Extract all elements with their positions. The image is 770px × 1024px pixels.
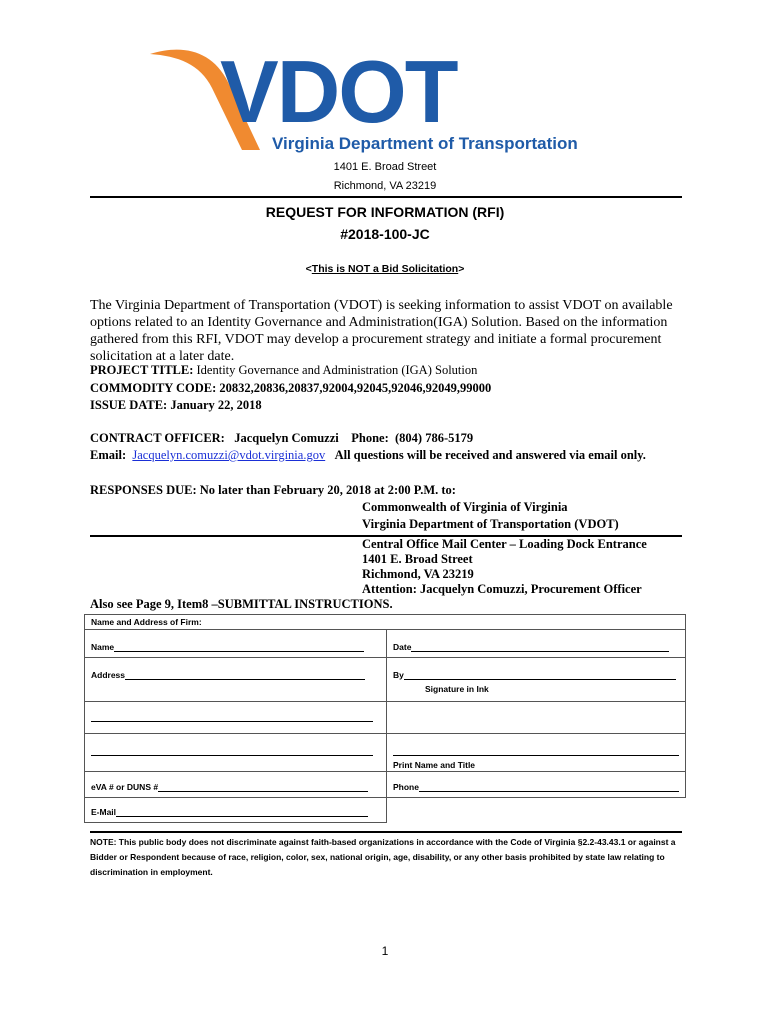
- see-also-line: Also see Page 9, Item8 –SUBMITTAL INSTRUCTIONS.: [90, 597, 393, 611]
- responses-due-line: RESPONSES DUE: No later than February 20, 2018 at 2:00 P.M. to:: [90, 483, 456, 497]
- address-line-2-field[interactable]: [85, 702, 387, 734]
- signature-field[interactable]: By Signature in Ink: [387, 658, 686, 702]
- print-name-label: Print Name and Title: [393, 760, 476, 770]
- divider-bottom: [90, 831, 682, 833]
- page-number: 1: [381, 944, 389, 958]
- address-line2: Richmond, VA 23219: [333, 180, 437, 192]
- officer-email-link[interactable]: Jacquelyn.comuzzi@vdot.virginia.gov: [132, 448, 326, 462]
- issue-date-line: ISSUE DATE: January 22, 2018: [90, 398, 262, 412]
- contract-email-line: Email: Jacquelyn.comuzzi@vdot.virginia.gov All questions will be received and answered via email only.: [90, 448, 646, 462]
- email-field[interactable]: E-Mail: [85, 798, 387, 823]
- page-title: REQUEST FOR INFORMATION (RFI): [265, 204, 505, 220]
- address-line-3-field[interactable]: [85, 734, 387, 772]
- eva-duns-field[interactable]: eVA # or DUNS #: [85, 772, 387, 798]
- solicitation-notice: <This is NOT a Bid Solicitation>: [305, 263, 465, 275]
- firm-info-form: [84, 614, 686, 823]
- date-field[interactable]: Date: [387, 630, 686, 658]
- intro-paragraph: The Virginia Department of Transportation (VDOT) is seeking information to assist VDOT on available options related to an Identity Governance and Administration(IGA) Solution. Based on the information gathered from this RFI, VDOT may develop a procurement strategy and initiate a formal procurement solicitation at a later date.: [90, 298, 673, 364]
- rfi-number: #2018-100-JC: [340, 226, 430, 242]
- vdot-logo-mark: [142, 42, 612, 162]
- name-field[interactable]: Name: [85, 630, 387, 658]
- phone-field[interactable]: Phone: [387, 772, 686, 798]
- vdot-logo: [142, 42, 612, 162]
- firm-label: Name and Address of Firm:: [85, 615, 686, 630]
- address-field[interactable]: Address: [85, 658, 387, 702]
- project-title-line: PROJECT TITLE: Identity Governance and Administration (IGA) Solution: [90, 363, 478, 377]
- responses-address-bottom: Central Office Mail Center – Loading Dock Entrance 1401 E. Broad Street Richmond, VA 23219 Attention: Jacquelyn Comuzzi, Procurement Officer: [362, 537, 647, 596]
- non-discrimination-note: NOTE: This public body does not discriminate against faith-based organizations in accordance with the Code of Virginia §2.2-43.43.1 or against a Bidder or Respondent because of race, religion, color, sex, national origin, age, disability, or any other basis prohibited by state law relating to discrimination in employment.: [90, 837, 676, 877]
- address-line1: 1401 E. Broad Street: [333, 161, 437, 173]
- logo-name: Virginia Department of Transportation: [272, 134, 578, 153]
- print-name-field[interactable]: [387, 734, 686, 772]
- signature-label: Signature in Ink: [425, 684, 489, 694]
- commodity-code-line: COMMODITY CODE: 20832,20836,20837,92004,92045,92046,92049,99000: [90, 381, 492, 395]
- logo-acronym: VDOT: [220, 42, 457, 141]
- divider-top: [90, 196, 682, 198]
- responses-address-top: Commonwealth of Virginia of Virginia Virginia Department of Transportation (VDOT): [362, 500, 619, 531]
- contract-officer-line: CONTRACT OFFICER: Jacquelyn Comuzzi Phone: (804) 786-5179: [90, 431, 474, 445]
